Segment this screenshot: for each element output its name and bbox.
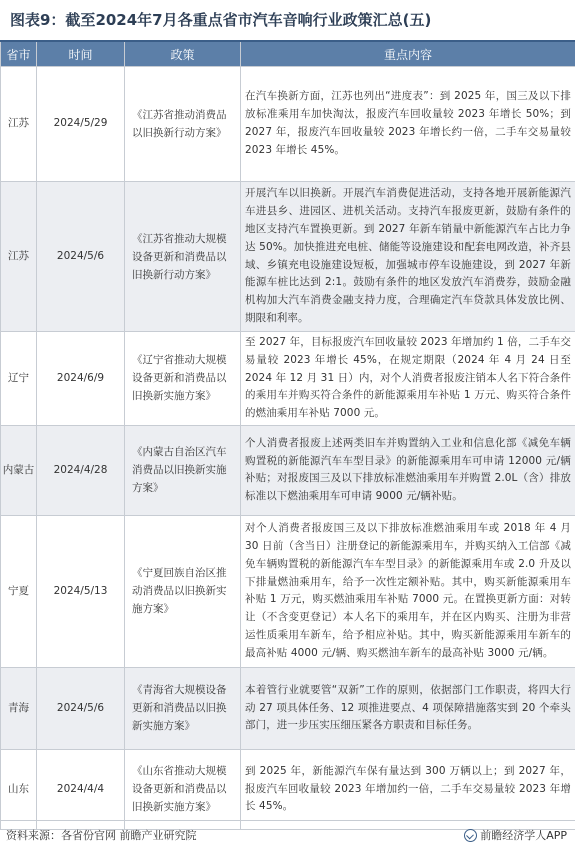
content-cell: 在汽车换新方面，江苏也列出“进度表”：到 2025 年，国三及以下排放标准乘用车加快淘汰，报废汽车回收量较 2023 年增长 50%；到 2027 年，报废汽车回收量较 2023 年增长约一倍，二手车交易量较 2023 年增长 45%。 [241,67,575,182]
policy-table [0,40,575,830]
footer [0,820,575,852]
province-cell: 江苏 [1,182,37,332]
province-cell: 青海 [1,667,37,749]
content-cell: 到 2025 年，新能源汽车保有量达到 300 万辆以上；到 2027 年，报废汽车回收量较 2023 年增加约一倍，二手车交易量较 2023 年增长 45%。 [241,749,575,829]
table-header-row [1,41,575,67]
policy-cell: 《山东省推动大规模设备更新和消费品以旧换新实施方案》 [125,749,241,829]
policy-cell: 《青海省大规模设备更新和消费品以旧换新实施方案》 [125,667,241,749]
date-cell: 2024/6/9 [37,332,125,426]
date-cell: 2024/4/4 [37,749,125,829]
content-cell: 本着管行业就要管“双新”工作的原则，依据部门工作职责，将四大行动 27 项具体任务、12 项推进要点、4 项保障措施落实到 20 个牵头部门，进一步压实压细压紧各方职责和目标任务。 [241,667,575,749]
content-cell: 开展汽车以旧换新。开展汽车消费促进活动，支持各地开展新能源汽车进县乡、进园区、进机关活动。支持汽车报废更新，鼓励有条件的地区支持汽车置换更新。到 2027 年新车销量中新能源汽车占比力争达 50%。加快推进充电桩、储能等设施建设和配套电网改造，补齐县域、乡镇充电设施建设短板，加强城市停车设施建设，到 2027 年新能源车桩比达到 2:1。鼓励有条件的地区发放汽车消费券，鼓励金融机构加大汽车消费金融支持力度，合理确定汽车贷款具体发放比例、期限和利率。 [241,182,575,332]
policy-cell: 《江苏省推动消费品以旧换新行动方案》 [125,67,241,182]
table-row [1,425,575,515]
brand-label: 前瞻经济学人APP [480,827,567,843]
province-cell: 辽宁 [1,332,37,426]
table-row [1,332,575,426]
column-header-date: 时间 [37,41,125,67]
column-header-province: 省市 [1,41,37,67]
chart-title: 图表9：截至2024年7月各重点省市汽车音响行业政策汇总(五) [10,6,570,34]
column-header-policy: 政策 [125,41,241,67]
province-cell: 山东 [1,749,37,829]
date-cell: 2024/5/13 [37,515,125,667]
column-header-content: 重点内容 [241,41,575,67]
province-cell: 内蒙古 [1,425,37,515]
date-cell: 2024/4/28 [37,425,125,515]
brand-mark [464,827,567,843]
table-row [1,182,575,332]
policy-cell: 《宁夏回族自治区推动消费品以旧换新实施方案》 [125,515,241,667]
policy-cell: 《江苏省推动大规模设备更新和消费品以旧换新行动方案》 [125,182,241,332]
province-cell: 宁夏 [1,515,37,667]
table-row [1,67,575,182]
policy-cell: 《内蒙古自治区汽车消费品以旧换新实施方案》 [125,425,241,515]
content-cell: 对个人消费者报废国三及以下排放标准燃油乘用车或 2018 年 4 月 30 日前（含当日）注册登记的新能源乘用车，并购买纳入工信部《减免车辆购置税的新能源汽车车型目录》的新能源乘用车或 2.0 升及以下排量燃油乘用车，给予一次性定额补贴。其中，购买新能源乘用车补贴 1 万元，购买燃油乘用车补贴 7000 元。在置换更新方面：对转让（不含变更登记）本人名下的乘用车，并在区内购买、注册为非营运性质乘用车新车，给予相应补贴。其中，购买新能源乘用车新车的最高补贴 4000 元/辆、购买燃油车新车的最高补贴 3000 元/辆。 [241,515,575,667]
content-cell: 个人消费者报废上述两类旧车并购置纳入工业和信息化部《减免车辆购置税的新能源汽车车型目录》的新能源乘用车可申请 12000 元/辆补贴；对报废国三及以下排放标准燃油乘用车并购置 2.0L（含）排放标准以下燃油乘用车可申请 9000 元/辆补贴。 [241,425,575,515]
brand-logo-icon [464,829,477,842]
date-cell: 2024/5/6 [37,667,125,749]
table-row [1,667,575,749]
date-cell: 2024/5/6 [37,182,125,332]
source-note: 资料来源：各省份官网 前瞻产业研究院 [6,827,197,843]
province-cell: 江苏 [1,67,37,182]
table-row [1,515,575,667]
table-row [1,749,575,829]
policy-cell: 《辽宁省推动大规模设备更新和消费品以旧换新实施方案》 [125,332,241,426]
content-cell: 至 2027 年，目标报废汽车回收量较 2023 年增加约 1 倍，二手车交易量较 2023 年增长 45%，在规定期限（2024 年 4 月 24 日至 2024 年 12 月 31 日）内，对个人消费者报废注销本人名下符合条件的乘用车并购买符合条件的新能源乘用车补贴 1 万元、购买符合条件的燃油乘用车补贴 7000 元。 [241,332,575,426]
date-cell: 2024/5/29 [37,67,125,182]
